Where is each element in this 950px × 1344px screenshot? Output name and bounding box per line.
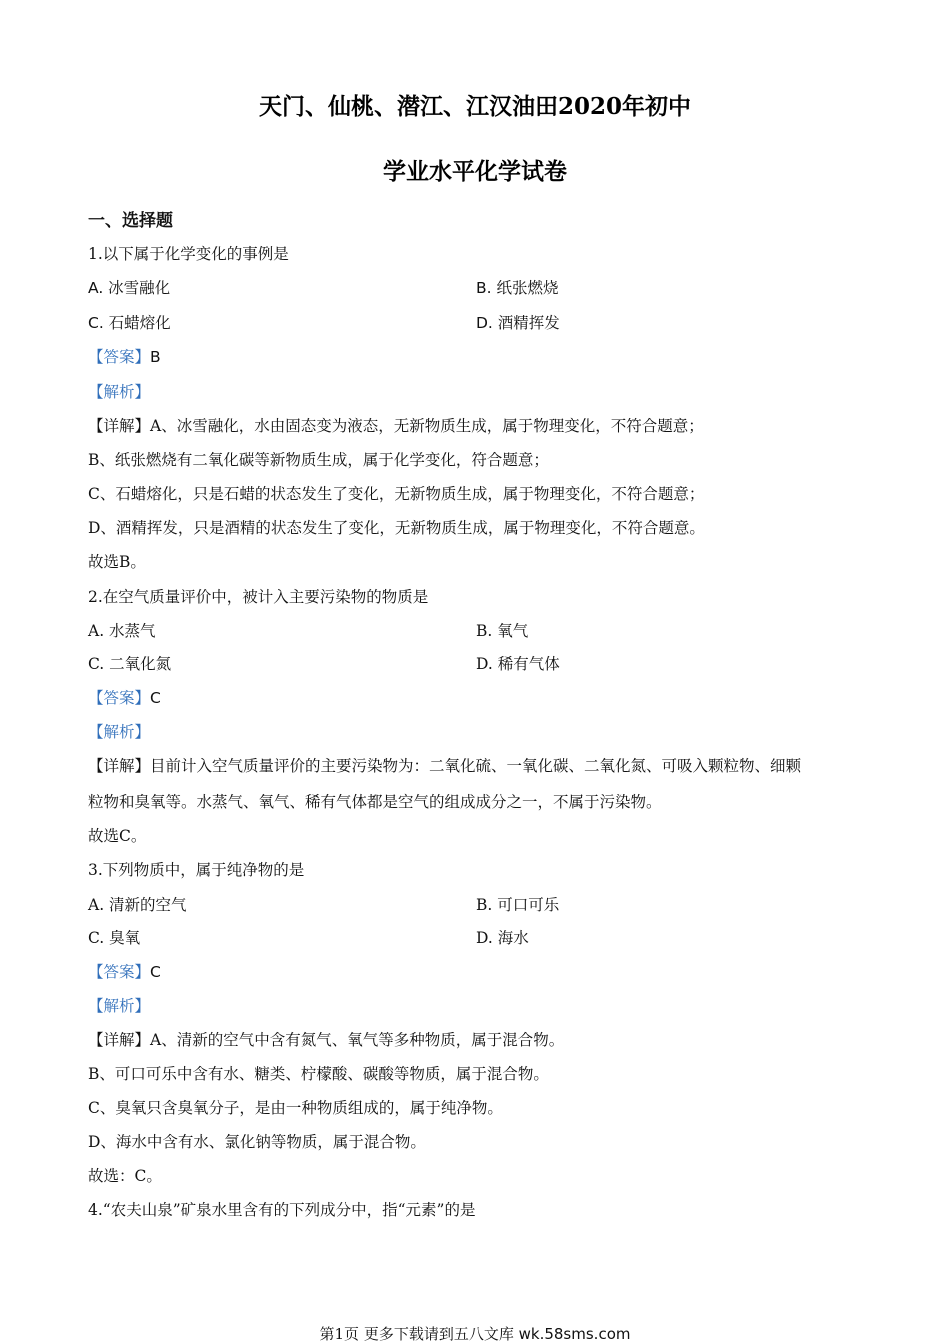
detail-label: 【详解】 bbox=[88, 417, 151, 435]
detail-label: 【详解】 bbox=[88, 1031, 151, 1049]
question-1-option-b: B. 纸张燃烧 bbox=[476, 279, 559, 297]
answer-value: C bbox=[150, 689, 161, 707]
question-2-answer bbox=[88, 686, 161, 708]
question-3-conclusion: 故选：C。 bbox=[88, 1167, 162, 1185]
question-2-option-c: C. 二氧化氮 bbox=[88, 655, 172, 673]
question-2-detail-line-1: 【详解】目前计入空气质量评价的主要污染物为：二氧化硫、一氧化碳、二氧化氮、可吸入颗粒物、细颗 bbox=[88, 757, 802, 775]
question-3-option-d: D. 海水 bbox=[476, 929, 529, 947]
question-3-detail-line-1: 【详解】A、清新的空气中含有氮气、氧气等多种物质，属于混合物。 bbox=[88, 1031, 565, 1049]
question-1-detail-line-3: C、石蜡熔化，只是石蜡的状态发生了变化，无新物质生成，属于物理变化，不符合题意； bbox=[88, 485, 705, 503]
footer-url[interactable]: wk.58sms.com bbox=[518, 1325, 631, 1343]
answer-value: B bbox=[150, 348, 161, 366]
question-1-option-c: C. 石蜡熔化 bbox=[88, 314, 171, 332]
question-1-option-a: A. 冰雪融化 bbox=[88, 279, 171, 297]
question-1-detail-line-4: D、酒精挥发，只是酒精的状态发生了变化，无新物质生成，属于物理变化，不符合题意。 bbox=[88, 519, 705, 537]
paper-title-line1: 天门、仙桃、潜江、江汉油田2020年初中 bbox=[258, 93, 691, 120]
question-3-detail-line-3: C、臭氧只含臭氧分子，是由一种物质组成的，属于纯净物。 bbox=[88, 1099, 503, 1117]
question-3-detail-line-4: D、海水中含有水、氯化钠等物质，属于混合物。 bbox=[88, 1133, 426, 1151]
footer-text: 第1页 更多下载请到五八文库 bbox=[319, 1325, 514, 1343]
question-3-detail-line-2: B、可口可乐中含有水、糖类、柠檬酸、碳酸等物质，属于混合物。 bbox=[88, 1065, 549, 1083]
question-3-answer bbox=[88, 960, 161, 982]
detail-label: 【详解】 bbox=[88, 757, 151, 775]
question-2-option-a: A. 水蒸气 bbox=[88, 622, 156, 640]
answer-value: C bbox=[150, 963, 161, 981]
question-2-option-b: B. 氧气 bbox=[476, 622, 529, 640]
question-2-analysis-label: 【解析】 bbox=[88, 723, 151, 741]
answer-label: 【答案】 bbox=[88, 963, 151, 981]
question-1-answer bbox=[88, 345, 161, 367]
answer-label: 【答案】 bbox=[88, 348, 151, 366]
question-2-stem: 2.在空气质量评价中，被计入主要污染物的物质是 bbox=[88, 588, 429, 606]
question-1-option-d: D. 酒精挥发 bbox=[476, 314, 560, 332]
question-1-conclusion: 故选B。 bbox=[88, 553, 146, 571]
question-2-option-d: D. 稀有气体 bbox=[476, 655, 560, 673]
paper-title-line2: 学业水平化学试卷 bbox=[383, 158, 567, 185]
question-3-stem: 3.下列物质中，属于纯净物的是 bbox=[88, 861, 305, 879]
question-3-option-b: B. 可口可乐 bbox=[476, 896, 560, 914]
question-3-option-a: A. 清新的空气 bbox=[88, 896, 187, 914]
section-heading: 一、选择题 bbox=[88, 211, 173, 231]
question-3-option-c: C. 臭氧 bbox=[88, 929, 141, 947]
question-1-detail-line-2: B、纸张燃烧有二氧化碳等新物质生成，属于化学变化，符合题意； bbox=[88, 451, 549, 469]
question-2-detail-line-2: 粒物和臭氧等。水蒸气、氧气、稀有气体都是空气的组成成分之一，不属于污染物。 bbox=[88, 793, 662, 811]
answer-label: 【答案】 bbox=[88, 689, 151, 707]
question-3-analysis-label: 【解析】 bbox=[88, 997, 151, 1015]
question-1-analysis-label: 【解析】 bbox=[88, 383, 151, 401]
question-4-stem: 4.“农夫山泉”矿泉水里含有的下列成分中，指“元素”的是 bbox=[88, 1201, 476, 1219]
question-2-conclusion: 故选C。 bbox=[88, 827, 147, 845]
question-1-detail-line-1: 【详解】A、冰雪融化，水由固态变为液态，无新物质生成，属于物理变化，不符合题意； bbox=[88, 417, 704, 435]
question-1-stem: 1.以下属于化学变化的事例是 bbox=[88, 245, 289, 263]
page-footer bbox=[0, 1323, 950, 1344]
